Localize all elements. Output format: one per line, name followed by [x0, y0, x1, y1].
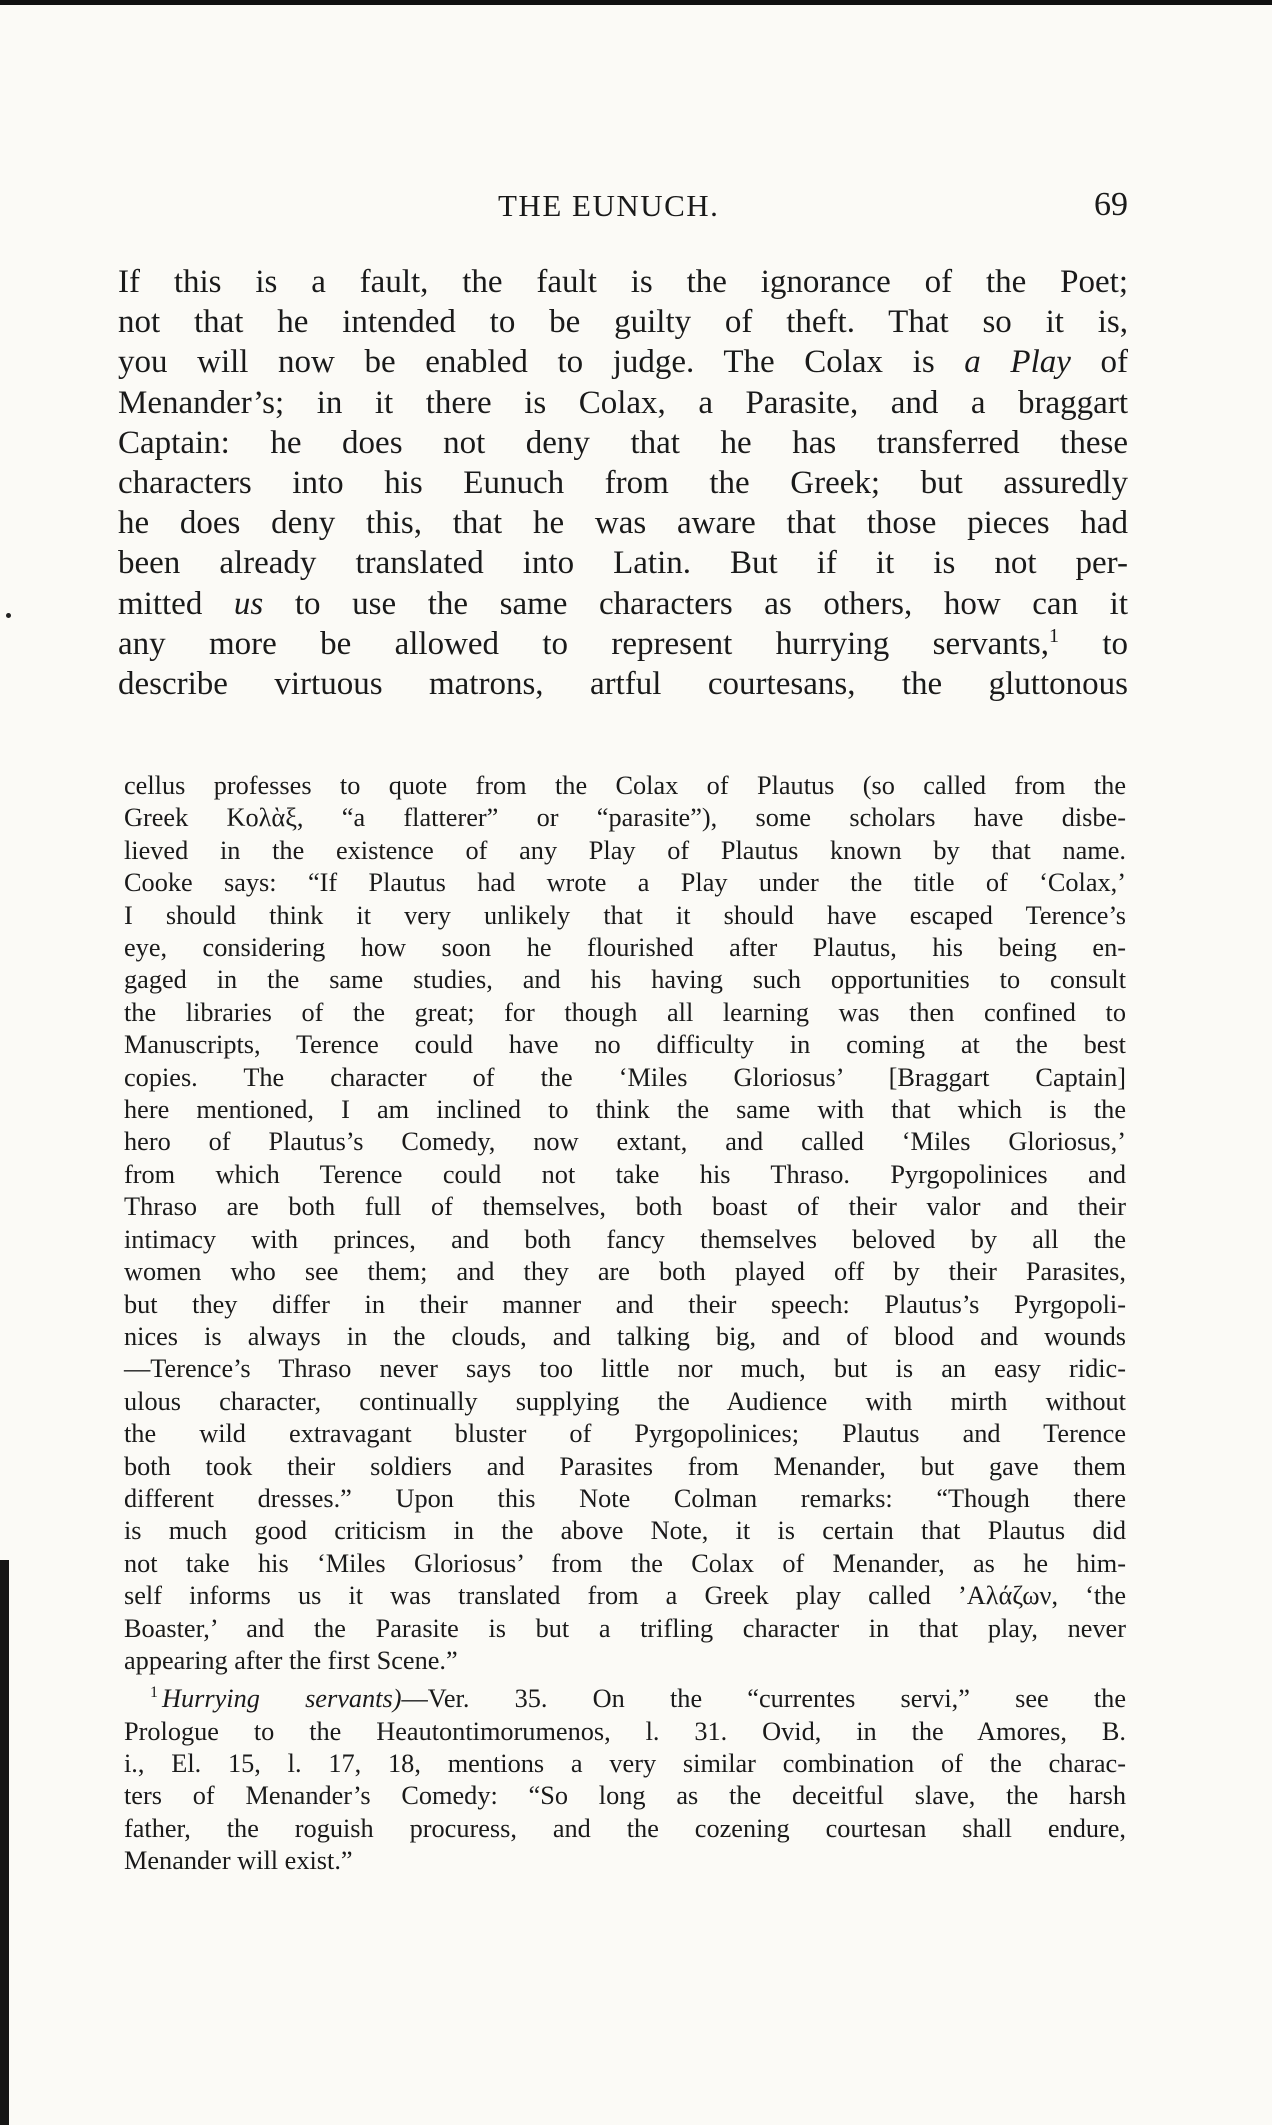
footnote-marker: 1: [150, 1684, 158, 1702]
footnote-line: copies. The character of the ‘Miles Gloriosus’ [Braggart Captain]: [124, 1062, 1126, 1092]
footnotes: [124, 770, 1126, 1878]
footnote-1: [124, 1677, 1126, 1877]
footnote-line: Boaster,’ and the Parasite is but a trifling character in that play, never: [124, 1613, 1126, 1643]
footnote-line: $^1$ Hurrying servants)—Ver. 35. On the “currentes servi,” see the: [150, 1684, 1126, 1714]
footnote-line: intimacy with princes, and both fancy themselves beloved by all the: [124, 1224, 1126, 1254]
text-line: Captain: he does not deny that he has transferred these: [118, 424, 1128, 461]
footnote-line: Thraso are both full of themselves, both boast of their valor and their: [124, 1192, 1126, 1222]
text-line: describe virtuous matrons, artful courtesans, the gluttonous: [118, 666, 1128, 703]
footnote-line: here mentioned, I am inclined to think the same with that which is the: [124, 1095, 1126, 1125]
text-line: any more be allowed to represent hurrying servants,$^1$ to: [118, 624, 1128, 662]
page-edge-shadow: [0, 1560, 9, 2125]
page-number: 69: [1094, 186, 1128, 223]
text-line: not that he intended to be guilty of theft. That so it is,: [118, 304, 1128, 341]
text-line: mitted us to use the same characters as others, how can it: [118, 585, 1129, 622]
text-line: you will now be enabled to judge. The Colax is a Play of: [118, 344, 1128, 381]
text-line: If this is a fault, the fault is the ignorance of the Poet;: [118, 264, 1128, 300]
page-header: [118, 188, 1128, 236]
footnote-line: i., El. 15, l. 17, 18, mentions a very similar combination of the charac-: [124, 1748, 1126, 1778]
footnote-line: eye, considering how soon he flourished after Plautus, his being en-: [124, 933, 1126, 963]
footnote-line: women who see them; and they are both played off by their Parasites,: [124, 1257, 1126, 1287]
footnote-line: not take his ‘Miles Gloriosus’ from the Colax of Menander, as he him-: [124, 1548, 1126, 1578]
footnote-line: both took their soldiers and Parasites from Menander, but gave them: [124, 1451, 1126, 1481]
footnote-reference[interactable]: 1: [1049, 624, 1059, 647]
running-title: THE EUNUCH.: [498, 188, 720, 223]
footnote-line: Prologue to the Heautontimorumenos, l. 31. Ovid, in the Amores, B.: [124, 1716, 1126, 1746]
footnote-line: Menander will exist.”: [124, 1846, 353, 1876]
footnote-line: lieved in the existence of any Play of Plautus known by that name.: [124, 835, 1126, 865]
footnote-line: cellus professes to quote from the Colax of Plautus (so called from the: [124, 771, 1126, 800]
footnote-line: from which Terence could not take his Thraso. Pyrgopolinices and: [124, 1159, 1126, 1189]
footnote-line: Greek Κολὰξ, “a flatterer” or “parasite”), some scholars have disbe-: [124, 803, 1126, 833]
text-line: been already translated into Latin. But if it is not per-: [118, 545, 1128, 582]
footnote-line: hero of Plautus’s Comedy, now extant, and called ‘Miles Gloriosus,’: [124, 1127, 1126, 1157]
text-line: he does deny this, that he was aware that those pieces had: [118, 505, 1128, 542]
footnote-line: different dresses.” Upon this Note Colman remarks: “Though there: [124, 1483, 1126, 1513]
italic-emphasis: a Play: [964, 344, 1071, 381]
footnote-line: I should think it very unlikely that it should have escaped Terence’s: [124, 900, 1126, 930]
footnote-line: is much good criticism in the above Note, it is certain that Plautus did: [124, 1516, 1126, 1546]
text-line: Menander’s; in it there is Colax, a Parasite, and a braggart: [118, 384, 1128, 421]
footnote-line: the wild extravagant bluster of Pyrgopolinices; Plautus and Terence: [124, 1419, 1126, 1449]
footnote-line: nices is always in the clouds, and talking big, and of blood and wounds: [124, 1321, 1126, 1351]
footnote-line: ters of Menander’s Comedy: “So long as the deceitful slave, the harsh: [124, 1781, 1126, 1811]
top-edge-rule: [0, 0, 1272, 5]
footnote-line: appearing after the first Scene.”: [124, 1645, 458, 1675]
footnote-line: but they differ in their manner and their speech: Plautus’s Pyrgopoli-: [124, 1289, 1126, 1319]
footnote-line: the libraries of the great; for though all learning was then confined to: [124, 997, 1126, 1027]
footnote-line: ulous character, continually supplying the Audience with mirth without: [124, 1386, 1126, 1416]
footnote-continued: [124, 770, 1126, 1677]
footnote-line: —Terence’s Thraso never says too little nor much, but is an easy ridic-: [124, 1354, 1126, 1384]
footnote-line: father, the roguish procuress, and the cozening courtesan shall endure,: [124, 1813, 1126, 1843]
footnote-lemma: Hurrying servants): [162, 1684, 402, 1714]
footnote-line: Cooke says: “If Plautus had wrote a Play under the title of ‘Colax,’: [124, 868, 1126, 898]
footnote-line: gaged in the same studies, and his having such opportunities to consult: [124, 965, 1126, 995]
text-line: characters into his Eunuch from the Greek; but assuredly: [118, 465, 1128, 502]
footnote-line: Manuscripts, Terence could have no difficulty in coming at the best: [124, 1030, 1126, 1060]
footnote-line: self informs us it was translated from a Greek play called ’Αλάζων, ‘the: [124, 1581, 1126, 1611]
margin-mark: [6, 613, 11, 618]
italic-emphasis: us: [233, 585, 264, 622]
main-text: [118, 262, 1128, 704]
